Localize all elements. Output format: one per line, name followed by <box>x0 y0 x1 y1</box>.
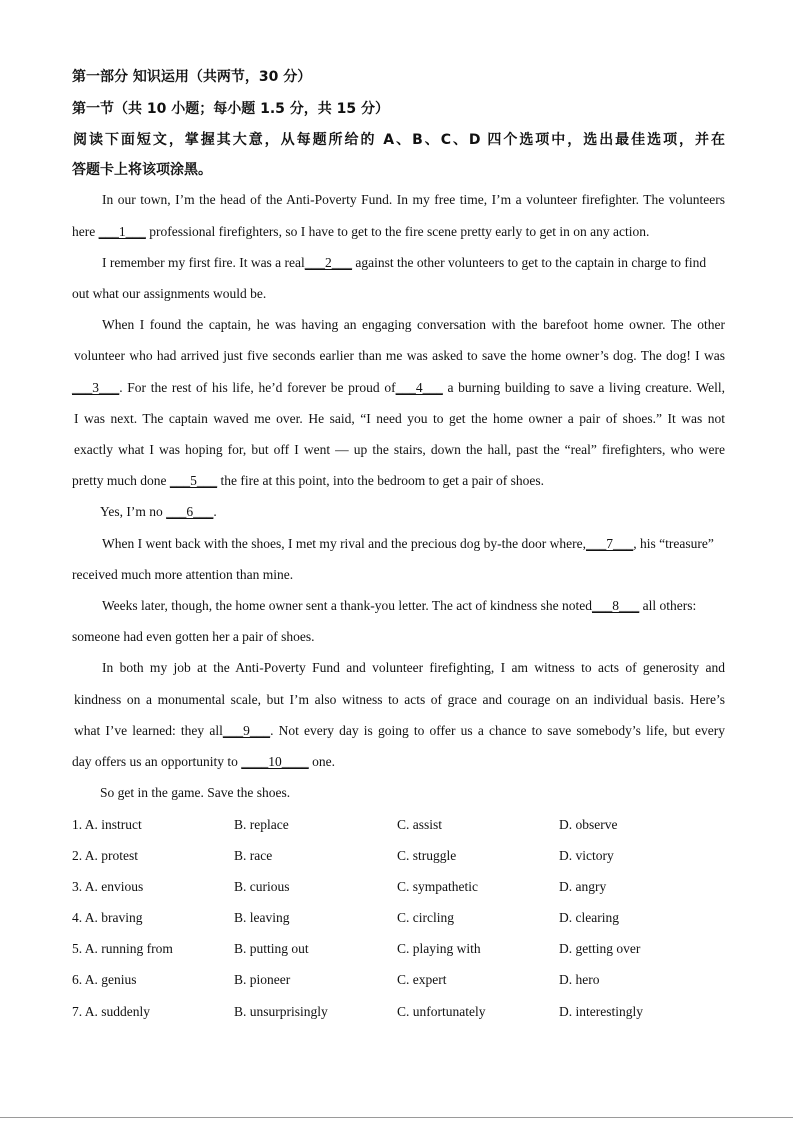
option-c: C. playing with <box>397 941 481 956</box>
option-a: 2. A. protest <box>72 848 138 863</box>
blank-3: ___3___ <box>72 380 120 395</box>
blank-9: ___9___ <box>222 723 271 738</box>
section-heading: 第一节（共 10 小题；每小题 1.5 分，共 15 分） <box>72 101 390 117</box>
passage-line <box>74 723 725 739</box>
passage-line: volunteer who had arrived just five seconds earlier than me was asked to save the home owner’s dog. The dog! I was <box>74 348 725 363</box>
option-a: 5. A. running from <box>72 941 173 956</box>
blank-2: ___2___ <box>304 255 353 270</box>
option-d: D. clearing <box>559 910 619 925</box>
text-run: . <box>213 504 217 519</box>
passage-line: I was next. The captain waved me over. He said, “I need you to get the home owner a pair of shoes.” It was not <box>74 411 725 426</box>
option-d: D. getting over <box>559 941 641 956</box>
passage-line <box>100 504 725 520</box>
option-c: C. expert <box>397 972 447 987</box>
instruction-line-2: 答题卡上将该项涂黑。 <box>72 162 212 178</box>
passage-line <box>72 380 725 396</box>
blank-7: ___7___ <box>585 536 634 551</box>
part-heading: 第一部分 知识运用（共两节，30 分） <box>72 69 312 85</box>
option-c: C. circling <box>397 910 454 925</box>
text-run: all others: <box>639 598 697 613</box>
text-run: When I went back with the shoes, I met my rival and the precious dog by-the door where, <box>102 536 586 551</box>
passage-line: kindness on a monumental scale, but I’m also witness to acts of grace and courage on an individual basis. Here’s <box>74 692 725 707</box>
option-d: D. victory <box>559 848 614 863</box>
text-run: . For the rest of his life, he’d forever be proud of <box>119 380 396 395</box>
option-d: D. observe <box>559 817 618 832</box>
blank-5: ___5___ <box>169 473 218 488</box>
option-b: B. replace <box>234 817 289 832</box>
text-run: the fire at this point, into the bedroom to get a pair of shoes. <box>217 473 545 488</box>
passage-line: When I found the captain, he was having an engaging conversation with the barefoot home owner. The other <box>102 317 725 332</box>
option-d: D. angry <box>559 879 607 894</box>
option-a: 4. A. braving <box>72 910 143 925</box>
option-d: D. interestingly <box>559 1004 643 1019</box>
passage-line: In our town, I’m the head of the Anti-Poverty Fund. In my free time, I’m a volunteer firefighter. The volunteers <box>102 192 725 207</box>
option-b: B. pioneer <box>234 972 291 987</box>
text-run: what I’ve learned: they all <box>74 723 223 738</box>
option-a: 1. A. instruct <box>72 817 142 832</box>
option-b: B. unsurprisingly <box>234 1004 328 1019</box>
text-run: Yes, I’m no <box>100 504 167 519</box>
option-b: B. leaving <box>234 910 290 925</box>
passage-line: In both my job at the Anti-Poverty Fund and volunteer firefighting, I am witness to acts of generosity and <box>102 660 725 675</box>
option-b: B. race <box>234 848 273 863</box>
text-run: . Not every day is going to offer us a chance to save somebody’s life, but every <box>270 723 725 738</box>
passage-line: exactly what I was hoping for, but off I went — up the stairs, down the hall, past the “real” firefighters, who were <box>74 442 725 457</box>
blank-1: ___1___ <box>98 224 146 239</box>
passage-line <box>102 536 725 552</box>
option-b: B. curious <box>234 879 290 894</box>
passage-line <box>72 224 725 240</box>
passage-line <box>102 255 725 271</box>
text-run: I remember my first fire. It was a real <box>102 255 305 270</box>
option-d: D. hero <box>559 972 600 987</box>
text-run: professional firefighters, so I have to get to the fire scene pretty early to get in on any action. <box>145 224 650 239</box>
passage-line <box>72 473 725 489</box>
text-run: , his “treasure” <box>633 536 714 551</box>
text-run: here <box>72 224 99 239</box>
option-c: C. sympathetic <box>397 879 478 894</box>
passage-line: So get in the game. Save the shoes. <box>100 785 291 800</box>
blank-10: ____10____ <box>241 754 309 769</box>
passage-line: received much more attention than mine. <box>72 567 294 582</box>
text-run: one. <box>308 754 335 769</box>
blank-8: ___8___ <box>592 598 640 613</box>
passage-line <box>102 598 725 614</box>
blank-6: ___6___ <box>166 504 214 519</box>
option-c: C. unfortunately <box>397 1004 486 1019</box>
option-c: C. struggle <box>397 848 457 863</box>
option-c: C. assist <box>397 817 443 832</box>
passage-line <box>72 754 725 770</box>
option-a: 6. A. genius <box>72 972 137 987</box>
text-run: against the other volunteers to get to the captain in charge to find <box>352 255 707 270</box>
text-run: Weeks later, though, the home owner sent a thank-you letter. The act of kindness she noted <box>102 598 592 613</box>
blank-4: ___4___ <box>395 380 443 395</box>
passage-line: someone had even gotten her a pair of shoes. <box>72 629 315 644</box>
text-run: pretty much done <box>72 473 170 488</box>
text-run: a burning building to save a living creature. Well, <box>442 380 726 395</box>
option-a: 3. A. envious <box>72 879 144 894</box>
option-a: 7. A. suddenly <box>72 1004 151 1019</box>
option-b: B. putting out <box>234 941 309 956</box>
instruction-line-1: 阅读下面短文，掌握其大意，从每题所给的 A、B、C、D 四个选项中，选出最佳选项，并在 <box>73 132 725 148</box>
page-bottom-divider <box>0 1117 793 1118</box>
passage-line: out what our assignments would be. <box>72 286 267 301</box>
text-run: day offers us an opportunity to <box>72 754 242 769</box>
